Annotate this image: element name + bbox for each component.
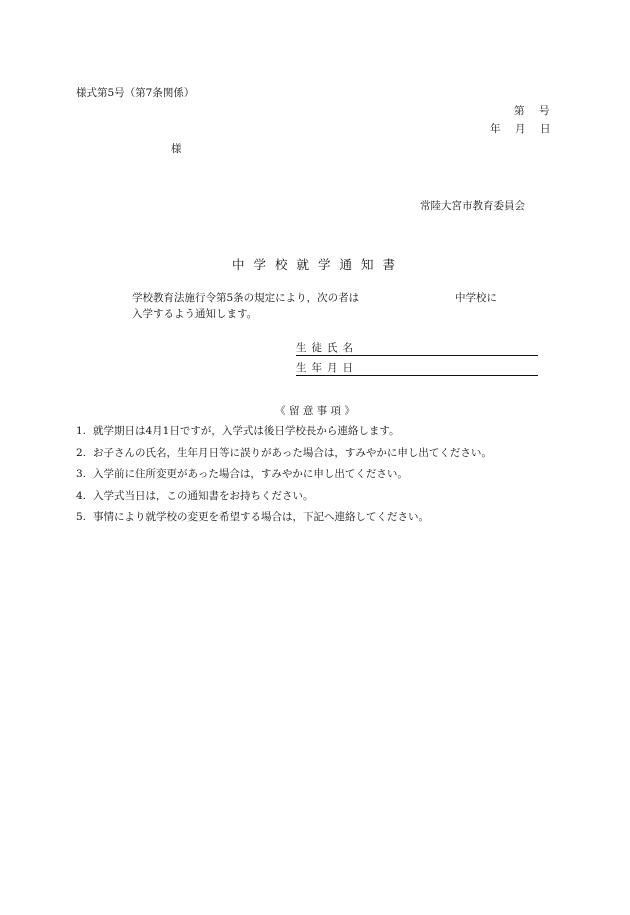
note-item — [76, 446, 492, 468]
body-text-line1-b: 中学校に — [455, 292, 497, 304]
issue-date-label: 年 月 日 — [490, 123, 553, 135]
note-number: 2. — [76, 446, 87, 459]
note-number: 4. — [76, 489, 87, 502]
student-name-label: 生徒氏名 — [296, 342, 358, 354]
note-text: お子さんの氏名，生年月日等に誤りがあった場合は，すみやかに申し出てください。 — [93, 446, 492, 459]
notes-heading: 《 留 意 事 項 》 — [275, 405, 355, 417]
body-text-line2: 入学するよう通知します。 — [132, 308, 258, 320]
birth-date-field — [296, 361, 538, 376]
note-text: 入学前に住所変更があった場合は，すみやかに申し出てください。 — [93, 468, 408, 480]
body-text-line1-a: 学校教育法施行令第5条の規定により，次の者は — [132, 292, 360, 304]
note-item — [76, 467, 492, 489]
note-number: 5. — [76, 511, 87, 523]
note-text: 就学期日は4月1日ですが，入学式は後日学校長から連絡します。 — [93, 425, 400, 437]
note-text: 入学式当日は，この通知書をお持ちください。 — [93, 489, 314, 502]
document-number-label: 第 号 — [514, 105, 552, 117]
note-item — [76, 489, 492, 511]
note-number: 3. — [76, 468, 87, 480]
note-text: 事情により就学校の変更を希望する場合は，下記へ連絡してください。 — [93, 511, 429, 523]
notes-list — [76, 424, 492, 532]
note-item — [76, 510, 492, 532]
issuer-name: 常陸大宮市教育委員会 — [420, 200, 525, 212]
addressee-suffix: 様 — [171, 143, 182, 155]
form-number: 様式第5号（第7条関係） — [76, 87, 195, 99]
birth-date-label: 生年月日 — [296, 362, 358, 374]
note-number: 1. — [76, 425, 87, 437]
student-name-field — [296, 341, 538, 356]
note-item — [76, 424, 492, 446]
document-title: 中学校就学通知書 — [231, 257, 404, 272]
